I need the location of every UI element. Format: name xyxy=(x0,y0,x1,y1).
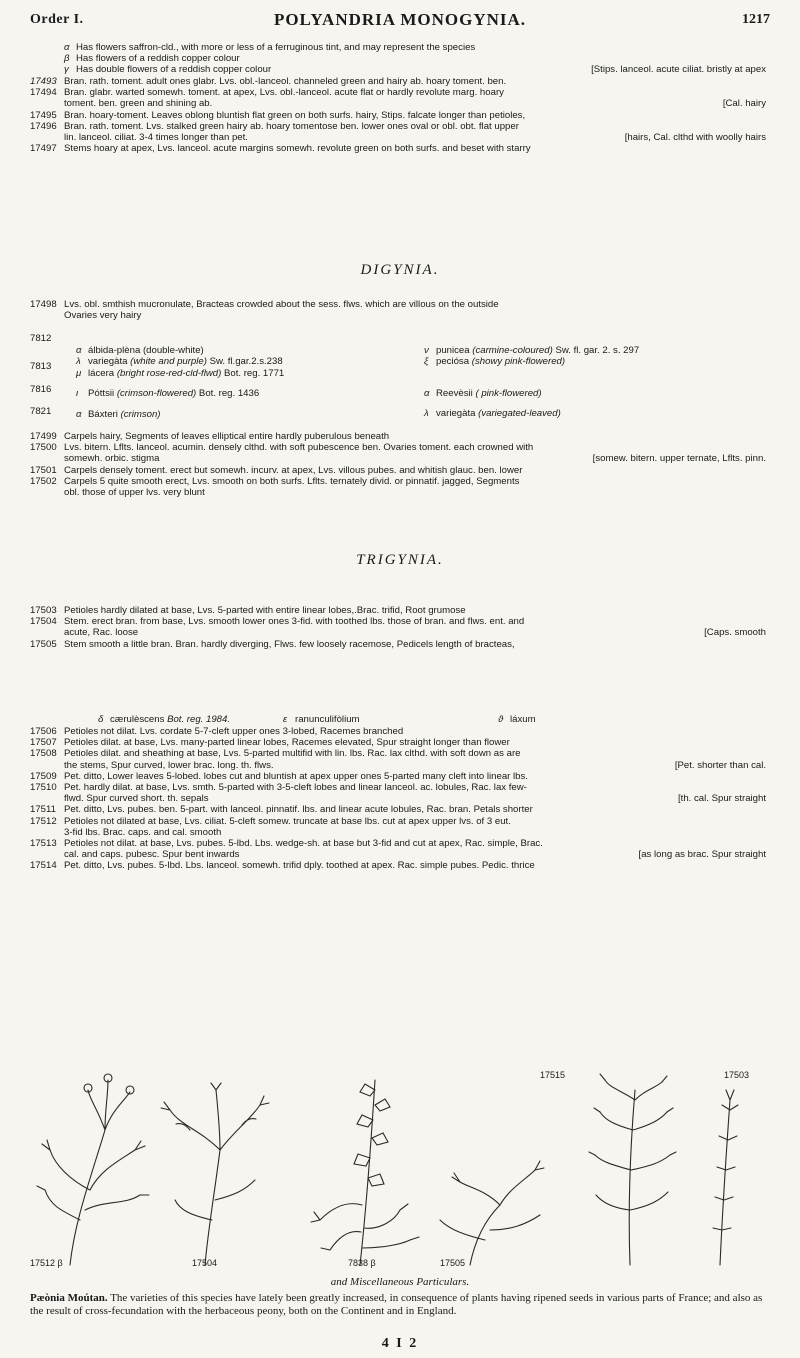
figure-label: 17505 xyxy=(440,1258,466,1268)
figure-label: 17504 xyxy=(192,1258,218,1268)
variety-item: α Reevèsii ( pink-flowered) xyxy=(424,387,542,399)
botanical-illustration xyxy=(30,1070,760,1270)
page-title: POLYANDRIA MONOGYNIA. xyxy=(273,10,527,29)
entry-row: 17511 Pet. ditto, Lvs. pubes. ben. 5-part. with lanceol. pinnatif. lbs. and linear acute lobules, Rac. bran. Petals shorter xyxy=(30,804,533,816)
entry-row: 17497 Stems hoary at apex, Lvs. lanceol. acute margins somewh. revolute green on both surfs. and beset with starry xyxy=(30,143,531,155)
section-title-digynia: DIGYNIA. xyxy=(360,262,440,278)
entry-row: 17499 Carpels hairy, Segments of leaves elliptical entire hardly puberulous beneath xyxy=(30,431,390,442)
footnote xyxy=(30,1292,778,1317)
page-number: 1217 xyxy=(742,12,770,27)
entries-trigynia xyxy=(30,605,778,650)
entry-continuation: lin. lanceol. ciliat. 3-4 times longer than pet. [hairs, Cal. clthd with woolly hairs xyxy=(64,132,766,144)
footnote-lead: Pæònia Moútan. xyxy=(30,1292,108,1304)
entry-row: 17496 Bran. rath. toment. Lvs. stalked green hairy ab. hoary tomentose ben. lower ones oval or obl. obt. flat upper xyxy=(30,120,519,132)
variety-list-right xyxy=(424,345,639,420)
entry-row: 17507 Petioles dilat. at base, Lvs. many-parted linear lobes, Racemes elevated, Spur straight longer than flower xyxy=(30,737,510,749)
entry-row: 17493 Bran. rath. toment. adult ones glabr. Lvs. obl.-lanceol. channeled green and hairy ab. hoary toment. ben. xyxy=(30,76,507,87)
plant-drawing-7838 xyxy=(440,1161,544,1265)
section-title-trigynia: TRIGYNIA. xyxy=(356,552,444,568)
plant-drawing-17512 xyxy=(37,1074,149,1265)
entry-continuation: flwd. Spur curved short. th. sepals [th. cal. Spur straight xyxy=(64,793,766,805)
variety-item: ϑ láxum xyxy=(498,714,536,725)
entry-row: 17505 Stem smooth a little bran. Bran. hardly diverging, Flws. few loosely racemose, Pedicels length of bracteas, xyxy=(30,638,515,650)
variety-item: α Báxteri (crimson) xyxy=(76,408,161,420)
ref-number: 7813 xyxy=(30,361,52,372)
entry-continuation: cal. and caps. pubesc. Spur bent inwards [as long as brac. Spur straight xyxy=(64,849,766,861)
trigynia-varieties xyxy=(98,714,698,725)
order-label: Order I. xyxy=(30,12,84,27)
variety-item: ν puniceа (carmine-coloured) Sw. fl. gar. 2. s. 297 xyxy=(424,345,640,356)
entry-row: 17494 Bran. glabr. warted somewh. toment. at apex, Lvs. obl.-lanceol. acute flat or hardly revolute marg. hoary xyxy=(30,87,504,99)
entry-row: 17510 Pet. hardly dilat. at base, Lvs. smth. 5-parted with 3-5-cleft lobes and linear lanceol. ac. lobules, Rac. lax few- xyxy=(30,782,527,794)
entry-row: 17508 Petioles dilat. and sheathing at base, Lvs. 5-parted multifid with lin. lbs. Rac. lax clthd. with soft down as are xyxy=(30,748,521,760)
entry-continuation: obl. those of upper lvs. very blunt xyxy=(64,487,205,499)
entry-row: 17514 Pet. ditto, Lvs. pubes. 5-lbd. Lbs. lanceol. somewh. trifid dply. toothed at apex. Rac. simple pubes. Pedic. thrice xyxy=(30,860,535,872)
plant-drawings xyxy=(30,1070,760,1270)
entry-row: 17512 Petioles not dilated at base, Lvs. ciliat. 5-cleft somew. truncate at base lbs. cut at apex upper lvs. of 3 eut. xyxy=(30,815,511,827)
figure-label: 17512 β xyxy=(30,1258,63,1268)
signature-mark: 4 I 2 xyxy=(381,1336,419,1351)
entry-continuation: the stems, Spur curved, lower brac. long. th. flws. [Pet. shorter than cal. xyxy=(64,759,766,771)
plant-drawing-17515 xyxy=(589,1074,676,1265)
variety-item: μ lácera (bright rose-red-cld-flwd) Bot. reg. 1771 xyxy=(76,367,285,379)
entries-top xyxy=(30,76,778,154)
entry-row: 17509 Pet. ditto, Lower leaves 5-lobed. lobes cut and bluntish at apex upper ones 5-parted many cleft into linear lbs. xyxy=(30,770,528,782)
variety-line: γ Has double flowers of a reddish copper colour [Stips. lanceol. acute ciliat. bristly at apex xyxy=(64,64,766,76)
entry-row: 17506 Petioles not dilat. Lvs. cordate 5-7-cleft upper ones 3-lobed, Racemes branched xyxy=(30,726,404,737)
plant-drawing-17504 xyxy=(161,1083,269,1265)
entry-continuation: 3-fid lbs. Brac. caps. and cal. smooth xyxy=(64,826,222,838)
entries-mid xyxy=(30,431,778,498)
entry-row: 17502 Carpels 5 quite smooth erect, Lvs. smooth on both surfs. Lflts. ternately divid. or pinnatif. jagged, Segments xyxy=(30,475,520,487)
figure-label: 17503 xyxy=(724,1070,750,1080)
entry-row: 17495 Bran. hoary-toment. Leaves oblong bluntish flat green on both surfs. hairy, Stips. falcate longer than petioles, xyxy=(30,109,526,121)
variety-item: ι Póttsii (crimson-flowered) Bot. reg. 1436 xyxy=(76,388,260,400)
entry-row: 17504 Stem. erect bran. from base, Lvs. smooth lower ones 3-fid. with toothed lbs. those of bran. and flws. ent. and xyxy=(30,616,525,628)
plant-drawing-17503 xyxy=(713,1090,738,1265)
variety-item: ξ peciósa (showy pink-flowered) xyxy=(424,356,566,368)
ref-number: 7812 xyxy=(30,333,52,344)
entry-17498: 17498 Lvs. obl. smthish mucronulate, Bracteas crowded about the sess. flws. which are villous on the outside Ovaries very hairy xyxy=(30,299,499,322)
footnote-text: The varieties of this species have lately been greatly increased, in consequence of plants having ripened seeds in various parts of France; and also as the result of cross-fecundation with the herbaceous peony, both on the Continent and in England. xyxy=(30,1292,763,1317)
variety-item: λ variegàta (white and purple) Sw. fl.gar.2.s.238 xyxy=(76,356,283,368)
variety-line: α Has flowers saffron-cld., with more or less of a ferruginous tint, and may represent the species xyxy=(64,42,476,53)
figure-label: 17515 xyxy=(540,1070,566,1080)
variety-item: α álbida-plèna (double-white) xyxy=(76,345,204,356)
ref-number: 7816 xyxy=(30,384,52,395)
top-varieties xyxy=(30,42,778,76)
variety-item: λ variegàta (variegated-leaved) xyxy=(424,408,561,420)
figure-label: 7838 β xyxy=(348,1258,376,1268)
plant-drawing-17505 xyxy=(311,1080,419,1265)
entry-row: 17503 Petioles hardly dilated at base, Lvs. 5-parted with entire linear lobes,.Brac. trifid, Root grumose xyxy=(30,605,466,616)
entry-continuation: toment. ben. green and shining ab. [Cal. hairy xyxy=(64,98,766,110)
entry-row: 17513 Petioles not dilat. at base, Lvs. pubes. 5-lbd. Lbs. wedge-sh. at base but 3-fid and cut at apex, Rac. simple, Brac. xyxy=(30,838,543,850)
section-caption: and Miscellaneous Particulars. xyxy=(330,1276,470,1288)
variety-item: ε ranunculifòlium xyxy=(283,714,360,725)
variety-line: β Has flowers of a reddish copper colour xyxy=(64,53,240,65)
entry-row: 17500 Lvs. bitern. Lflts. lanceol. acumin. densely clthd. with soft pubescence ben. Ovaries toment. each crowned with xyxy=(30,442,534,454)
page-header xyxy=(30,10,770,30)
variety-list-left xyxy=(76,345,284,420)
entries-lower xyxy=(30,726,778,872)
entry-row: 17501 Carpels densely toment. erect but somewh. incurv. at apex, Lvs. villous pubes. and whitish glauc. ben. lower xyxy=(30,464,523,476)
variety-item: δ cærulèscens Bot. reg. 1984. xyxy=(98,714,230,725)
ref-number: 7821 xyxy=(30,406,52,417)
entry-continuation: somewh. orbic. stigma [somew. bitern. upper ternate, Lflts. pinn. xyxy=(64,453,766,465)
entry-continuation: acute, Rac. loose [Caps. smooth xyxy=(64,627,766,639)
